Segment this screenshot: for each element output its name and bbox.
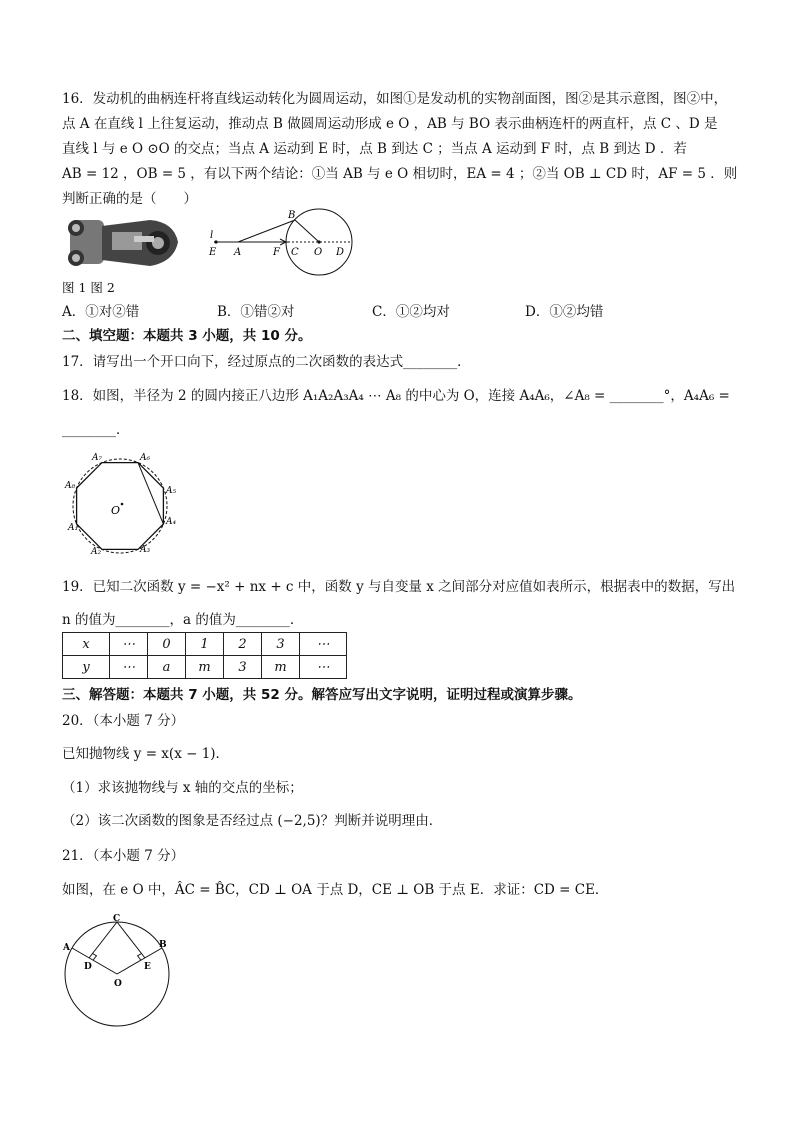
fig2-label-E: E — [209, 247, 217, 258]
engine-photo-figure — [62, 212, 192, 272]
fig2-label-D: D — [336, 247, 345, 258]
table-cell: 2 — [224, 633, 262, 656]
q19-line-2: n 的值为________，a 的值为________． — [62, 612, 304, 628]
fig2-label-B: B — [288, 210, 296, 221]
q16-option-b: B．①错②对 — [217, 304, 295, 320]
q16-option-c: C．①②均对 — [372, 304, 450, 320]
table-row-y — [63, 656, 347, 679]
oct-label-A6: A₆ — [140, 453, 151, 463]
fig2-label-F: F — [273, 247, 280, 258]
fig2-label-C: C — [291, 247, 299, 258]
table-cell: ⋯ — [110, 633, 148, 656]
oct-label-O: O — [111, 504, 121, 517]
q18-line-1: 18．如图，半径为 2 的圆内接正八边形 A₁A₂A₃A₄ ⋯ A₈ 的中心为 O，连接 A₄A₆，∠A₈ = ________°，A₄A₆ = — [62, 388, 730, 404]
oct-label-A1: A₁ — [68, 523, 79, 533]
table-cell: ⋯ — [110, 656, 148, 679]
table-cell: 0 — [148, 633, 186, 656]
fig2-label-l: l — [210, 230, 214, 241]
table-cell: ⋯ — [300, 633, 347, 656]
q21-label-E: E — [144, 962, 151, 972]
table-cell: 1 — [186, 633, 224, 656]
q21-stem: 如图，在 e O 中，ÂC = B̂C，CD ⊥ OA 于点 D，CE ⊥ OB 于点 E．求证：CD = CE． — [62, 882, 609, 898]
octagon-figure — [62, 448, 192, 558]
q16-line-5: 判断正确的是（ ） — [62, 191, 197, 207]
q21-label-C: C — [113, 914, 121, 924]
fig2-label-O: O — [314, 247, 323, 258]
q19-line-1: 19．已知二次函数 y = −x² + nx + c 中，函数 y 与自变量 x 之间部分对应值如表所示，根据表中的数据，写出 — [62, 579, 736, 595]
oct-label-A2: A₂ — [91, 547, 102, 557]
oct-label-A8: A₈ — [65, 481, 76, 491]
q20-stem: 已知抛物线 y = x(x − 1)． — [62, 746, 230, 762]
q16-line-3: 直线 l 与 e O ⊙O 的交点；当点 A 运动到 E 时，点 B 到达 C ；当点 A 运动到 F 时，点 B 到达 D ．若 — [62, 141, 687, 157]
q16-line-1: 16．发动机的曲柄连杆将直线运动转化为圆周运动，如图①是发动机的实物剖面图，图②是其示意图，图②中， — [62, 91, 728, 107]
table-cell: m — [186, 656, 224, 679]
q21-label-D: D — [84, 962, 92, 972]
q17-text: 17．请写出一个开口向下，经过原点的二次函数的表达式________． — [62, 354, 471, 370]
section-2-heading: 二、填空题：本题共 3 小题，共 10 分。 — [62, 328, 312, 344]
table-row-x — [63, 633, 347, 656]
section-3-heading: 三、解答题：本题共 7 小题，共 52 分。解答应写出文字说明，证明过程或演算步骤。 — [62, 687, 582, 703]
q21-label-B: B — [159, 940, 167, 950]
q18-line-2: ________． — [62, 422, 130, 438]
oct-label-A4: A₄ — [166, 517, 177, 527]
q21-label-O: O — [114, 979, 122, 989]
table-cell: ⋯ — [300, 656, 347, 679]
fig2-label-A: A — [234, 247, 242, 258]
oct-label-A3: A₃ — [140, 545, 151, 555]
table-cell: m — [262, 656, 300, 679]
q21-circle-figure — [60, 912, 170, 1030]
oct-label-A5: A₅ — [166, 486, 177, 496]
table-cell: a — [148, 656, 186, 679]
crank-schematic-figure — [200, 208, 360, 270]
q16-line-4: AB = 12 ，OB = 5 ，有以下两个结论：①当 AB 与 e O 相切时，EA = 4 ；②当 OB ⊥ CD 时，AF = 5 ．则 — [62, 166, 738, 182]
q16-line-2: 点 A 在直线 l 上往复运动，推动点 B 做圆周运动形成 e O ，AB 与 BO 表示曲柄连杆的两直杆，点 C 、D 是 — [62, 116, 718, 132]
q16-figure-caption: 图 1 图 2 — [62, 280, 115, 295]
oct-label-A7: A₇ — [92, 453, 103, 463]
q16-option-a: A．①对②错 — [62, 304, 140, 320]
q21-title: 21．（本小题 7 分） — [62, 848, 185, 864]
q21-label-A: A — [63, 943, 70, 953]
q20-part-1: （1）求该抛物线与 x 轴的交点的坐标； — [62, 780, 303, 796]
q16-option-d: D．①②均错 — [525, 304, 604, 320]
table-cell: y — [63, 656, 110, 679]
table-cell: 3 — [224, 656, 262, 679]
q19-value-table — [62, 632, 347, 679]
table-cell: 3 — [262, 633, 300, 656]
q20-part-2: （2）该二次函数的图象是否经过点 (−2,5)？判断并说明理由． — [62, 813, 443, 829]
table-cell: x — [63, 633, 110, 656]
q20-title: 20．（本小题 7 分） — [62, 713, 185, 729]
